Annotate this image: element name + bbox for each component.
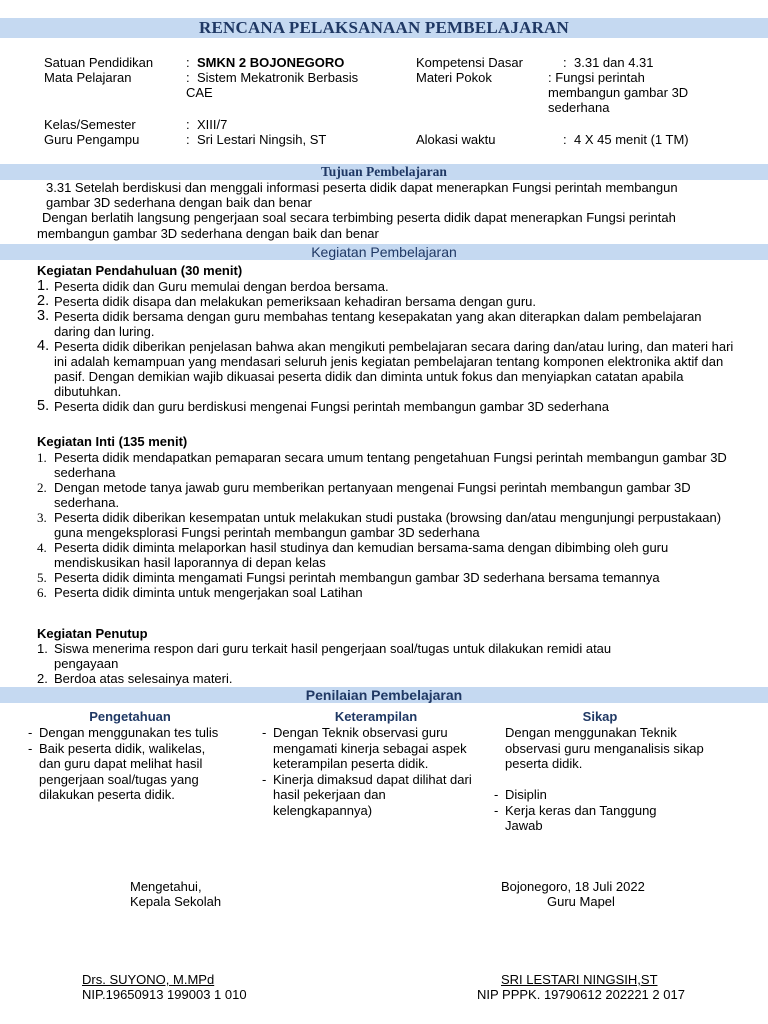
item-text: Peserta didik bersama dengan guru membahas tentang kesepakatan yang akan diterapkan dalam pembelajaran daring dan luring. bbox=[54, 309, 702, 339]
dash-bullet: - bbox=[262, 725, 267, 740]
sikap-intro: Dengan menggunakan Teknik observasi guru menganalisis sikap peserta didik. bbox=[505, 725, 704, 771]
alokasi-label: Alokasi waktu bbox=[416, 132, 496, 147]
mapel-label: Mata Pelajaran bbox=[44, 70, 132, 85]
tujuan-p1-cont: gambar 3D sederhana dengan baik dan benar bbox=[46, 195, 312, 210]
colon: : bbox=[186, 117, 190, 132]
sikap-list bbox=[494, 787, 694, 834]
list-item bbox=[37, 585, 737, 600]
list-item bbox=[494, 803, 694, 834]
penutup-list bbox=[37, 641, 637, 686]
materi-value: : Fungsi perintah membangun gambar 3D sederhana bbox=[548, 70, 689, 115]
item-number: 2. bbox=[37, 671, 48, 686]
list-item bbox=[262, 772, 472, 819]
pengetahuan-list bbox=[28, 725, 228, 803]
list-item bbox=[37, 309, 737, 339]
document-title: RENCANA PELAKSANAAN PEMBELAJARAN bbox=[0, 18, 768, 38]
item-text: Peserta didik mendapatkan pemaparan secara umum tentang pengetahuan Fungsi perintah membangun gambar 3D sederhana bbox=[54, 450, 727, 480]
alokasi-value: 4 X 45 menit (1 TM) bbox=[574, 132, 689, 147]
item-text: Peserta didik diberikan penjelasan bahwa akan mengikuti pembelajaran secara daring dan/atau luring, dan materi hari ini adalah kemampuan yang mendasari seluruh jenis kegiatan pembelajaran tentang komponen elektronika aktif dan pasif. Dengan demikian wajib dikuasai peserta didik dan diminta untuk fokus dan menyiapkan catatan apabila dibutuhkan. bbox=[54, 339, 734, 399]
satuan-value: SMKN 2 BOJONEGORO bbox=[197, 55, 345, 70]
colon: : bbox=[186, 70, 190, 85]
list-item bbox=[37, 510, 737, 540]
dash-bullet: - bbox=[262, 771, 267, 787]
pengetahuan-title: Pengetahuan bbox=[89, 709, 171, 724]
list-item bbox=[494, 787, 694, 803]
item-number: 1. bbox=[37, 278, 50, 294]
kegiatan-heading: Kegiatan Pembelajaran bbox=[0, 244, 768, 260]
penilaian-heading: Penilaian Pembelajaran bbox=[0, 687, 768, 703]
tujuan-heading: Tujuan Pembelajaran bbox=[0, 164, 768, 180]
item-text: Dengan menggunakan tes tulis bbox=[39, 725, 219, 740]
item-text: Baik peserta didik, walikelas, dan guru dapat melihat hasil pengerjaan soal/tugas yang dilakukan peserta didik. bbox=[39, 740, 206, 802]
kepala-sekolah-name: Drs. SUYONO, M.MPd bbox=[82, 972, 215, 987]
list-item bbox=[262, 725, 472, 772]
kepala-sekolah-label: Kepala Sekolah bbox=[130, 894, 222, 909]
sikap-title: Sikap bbox=[582, 709, 618, 724]
item-text: Dengan metode tanya jawab guru memberikan pertanyaan mengenai Fungsi perintah membangun gambar 3D sederhana. bbox=[54, 480, 691, 510]
colon: : bbox=[563, 132, 567, 147]
kepala-sekolah-nip: NIP.19650913 199003 1 010 bbox=[82, 987, 247, 1002]
list-item bbox=[37, 339, 737, 399]
guru-label: Guru Pengampu bbox=[44, 132, 140, 147]
item-number: 3. bbox=[37, 510, 47, 525]
item-text: Peserta didik diminta mengamati Fungsi perintah membangun gambar 3D sederhana bersama temannya bbox=[54, 570, 660, 585]
item-text: Disiplin bbox=[505, 787, 547, 802]
item-text: Dengan Teknik observasi guru mengamati kinerja sebagai aspek keterampilan peserta didik. bbox=[273, 725, 467, 771]
item-text: Peserta didik diminta melaporkan hasil studinya dan kemudian bersama-sama dengan dibimbing oleh guru mendiskusikan hasil laporannya di depan kelas bbox=[54, 540, 669, 570]
item-number: 1. bbox=[37, 641, 48, 656]
guru-mapel-label: Guru Mapel bbox=[547, 894, 615, 909]
list-item bbox=[37, 671, 637, 686]
mengetahui-label: Mengetahui, bbox=[130, 879, 202, 894]
dash-bullet: - bbox=[28, 725, 33, 740]
list-item bbox=[37, 450, 737, 480]
item-number: 1. bbox=[37, 450, 47, 465]
pendahuluan-list bbox=[37, 279, 737, 414]
list-item bbox=[37, 294, 737, 309]
item-text: Peserta didik diberikan kesempatan untuk melakukan studi pustaka (browsing dan/atau mengunjungi perpustakaan) guna mengeksplorasi Fungsi perintah membangun gambar 3D sederhana bbox=[54, 510, 722, 540]
guru-value: Sri Lestari Ningsih, ST bbox=[197, 132, 327, 147]
inti-title: Kegiatan Inti (135 menit) bbox=[37, 434, 188, 449]
list-item bbox=[37, 399, 737, 414]
item-text: Berdoa atas selesainya materi. bbox=[54, 671, 233, 686]
kd-value: 3.31 dan 4.31 bbox=[574, 55, 654, 70]
kelas-label: Kelas/Semester bbox=[44, 117, 136, 132]
item-text: Siswa menerima respon dari guru terkait hasil pengerjaan soal/tugas untuk dilakukan remidi atau pengayaan bbox=[54, 641, 612, 671]
item-text: Peserta didik disapa dan melakukan pemeriksaan kehadiran bersama dengan guru. bbox=[54, 294, 537, 309]
colon: : bbox=[186, 132, 190, 147]
inti-list bbox=[37, 450, 737, 600]
item-number: 3. bbox=[37, 308, 50, 324]
dash-bullet: - bbox=[494, 787, 499, 802]
kelas-value: XIII/7 bbox=[197, 117, 228, 132]
item-number: 5. bbox=[37, 570, 47, 585]
place-date: Bojonegoro, 18 Juli 2022 bbox=[501, 879, 645, 894]
guru-mapel-name: SRI LESTARI NINGSIH,ST bbox=[501, 972, 658, 987]
item-number: 4. bbox=[37, 338, 50, 354]
item-number: 4. bbox=[37, 540, 47, 555]
item-number: 2. bbox=[37, 293, 50, 309]
keterampilan-list bbox=[262, 725, 472, 818]
list-item bbox=[37, 279, 737, 294]
list-item bbox=[28, 725, 228, 741]
tujuan-p2-cont: membangun gambar 3D sederhana dengan baik dan benar bbox=[37, 226, 379, 241]
keterampilan-title: Keterampilan bbox=[334, 709, 418, 724]
pendahuluan-title: Kegiatan Pendahuluan (30 menit) bbox=[37, 263, 243, 278]
guru-mapel-nip: NIP PPPK. 19790612 202221 2 017 bbox=[477, 987, 685, 1002]
satuan-label: Satuan Pendidikan bbox=[44, 55, 154, 70]
list-item bbox=[37, 540, 737, 570]
penutup-title: Kegiatan Penutup bbox=[37, 626, 148, 641]
colon: : bbox=[186, 55, 190, 70]
item-number: 2. bbox=[37, 480, 47, 495]
item-text: Peserta didik dan guru berdiskusi mengenai Fungsi perintah membangun gambar 3D sederhana bbox=[54, 399, 610, 414]
dash-bullet: - bbox=[494, 802, 499, 818]
list-item bbox=[37, 570, 737, 585]
list-item bbox=[37, 641, 637, 671]
list-item bbox=[28, 741, 228, 803]
tujuan-p2: Dengan berlatih langsung pengerjaan soal secara terbimbing peserta didik dapat menerapkan Fungsi perintah bbox=[42, 210, 676, 225]
item-text: Peserta didik diminta untuk mengerjakan soal Latihan bbox=[54, 585, 363, 600]
tujuan-p1: 3.31 Setelah berdiskusi dan menggali informasi peserta didik dapat menerapkan Fungsi perintah membangun bbox=[46, 180, 678, 195]
colon: : bbox=[563, 55, 567, 70]
dash-bullet: - bbox=[28, 740, 33, 756]
item-text: Kerja keras dan Tanggung Jawab bbox=[505, 802, 657, 833]
item-text: Kinerja dimaksud dapat dilihat dari hasil pekerjaan dan kelengkapannya) bbox=[273, 771, 472, 818]
item-text: Peserta didik dan Guru memulai dengan berdoa bersama. bbox=[54, 279, 389, 294]
mapel-value: Sistem Mekatronik Berbasis bbox=[197, 70, 359, 85]
list-item bbox=[37, 480, 737, 510]
mapel-value-cont: CAE bbox=[186, 85, 213, 100]
materi-label: Materi Pokok bbox=[416, 70, 492, 85]
kd-label: Kompetensi Dasar bbox=[416, 55, 523, 70]
item-number: 5. bbox=[37, 398, 50, 414]
item-number: 6. bbox=[37, 585, 47, 600]
